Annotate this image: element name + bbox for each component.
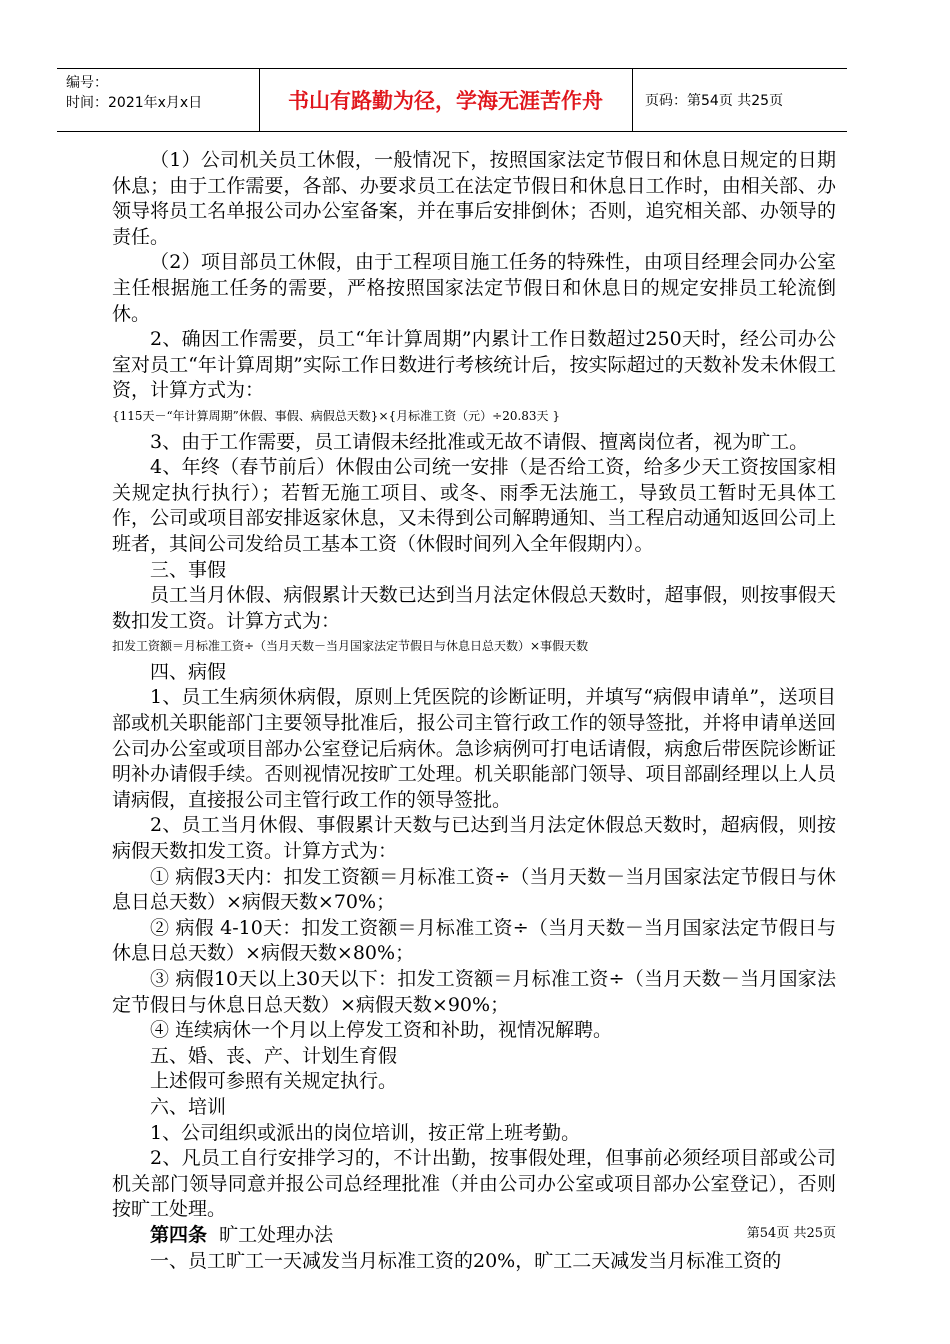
paragraph: 2、确因工作需要，员工“年计算周期”内累计工作日数超过250天时，经公司办公室对员工“年计算周期”实际工作日数进行考核统计后，按实际超过的天数补发未休假工资，计算方式为： (112, 328, 836, 402)
section-heading: 五、婚、丧、产、计划生育假 (150, 1044, 398, 1067)
paragraph: 1、员工生病须休病假，原则上凭医院的诊断证明，并填写“病假申请单”，送项目部或机关职能部门主要领导批准后，报公司主管行政工作的领导签批，并将申请单送回公司办公室或项目部办公室登记后病休。急诊病例可打电话请假，病愈后带医院诊断证明补办请假手续。否则视情况按旷工处理。机关职能部门领导、项目部副经理以上人员请病假，直接报公司主管行政工作的领导签批。 (112, 686, 836, 811)
paragraph: 4、年终（春节前后）休假由公司统一安排（是否给工资，给多少天工资按国家相关规定执行执行）；若暂无施工项目、或冬、雨季无法施工，导致员工暂时无具体工作，公司或项目部安排返家休息，又未得到公司解聘通知、当工程启动通知返回公司上班者，其间公司发给员工基本工资（休假时间列入全年假期内）。 (112, 456, 836, 555)
paragraph: 员工当月休假、病假累计天数已达到当月法定休假总天数时，超事假，则按事假天数扣发工资。计算方式为： (112, 584, 836, 632)
paragraph: （1）公司机关员工休假，一般情况下，按照国家法定节假日和休息日规定的日期休息；由于工作需要，各部、办要求员工在法定节假日和休息日工作时，由相关部、办领导将员工名单报公司办公室备案，并在事后安排倒休；否则，追究相关部、办领导的责任。 (112, 149, 836, 248)
header-page-number: 页码：第54页 共25页 (645, 93, 784, 109)
paragraph: 2、凡员工自行安排学习的，不计出勤，按事假处理，但事前必须经项目部或公司机关部门领导同意并报公司总经理批准（并由公司办公室或项目部办公室登记），否则按旷工处理。 (112, 1147, 836, 1221)
list-item: ① 病假3天内：扣发工资额＝月标准工资÷（当月天数－当月国家法定节假日与休息日总天数）×病假天数×70%； (112, 865, 836, 914)
document-body (112, 148, 836, 1274)
list-item: ④ 连续病休一个月以上停发工资和补助，视情况解聘。 (150, 1019, 613, 1042)
header-meta (66, 73, 202, 113)
section-heading: 三、事假 (150, 558, 227, 581)
formula-personal-leave: 扣发工资额＝月标准工资÷（当月天数－当月国家法定节假日与休息日总天数）×事假天数 (112, 639, 589, 654)
paragraph: （2）项目部员工休假，由于工程项目施工任务的特殊性，由项目经理会同办公室主任根据施工任务的需要，严格按照国家法定节假日和休息日的规定安排员工轮流倒休。 (112, 251, 836, 325)
paragraph: 1、公司组织或派出的岗位培训，按正常上班考勤。 (150, 1121, 581, 1144)
paragraph: 2、员工当月休假、事假累计天数与已达到当月法定休假总天数时，超病假，则按病假天数扣发工资。计算方式为： (112, 814, 836, 863)
list-item: ② 病假 4-10天：扣发工资额＝月标准工资÷（当月天数－当月国家法定节假日与休息日总天数）×病假天数×80%； (112, 916, 836, 965)
paragraph: 上述假可参照有关规定执行。 (150, 1070, 398, 1093)
time-label: 时间：2021年x月x日 (66, 95, 203, 111)
section-heading: 六、培训 (150, 1095, 227, 1118)
header-divider (632, 69, 633, 131)
article-title: 旷工处理办法 (219, 1223, 334, 1246)
number-label: 编号： (66, 75, 108, 91)
page-header (57, 68, 847, 132)
header-motto: 书山有路勤为径，学海无涯苦作舟 (288, 89, 603, 113)
paragraph: 3、由于工作需要，员工请假未经批准或无故不请假、擅离岗位者，视为旷工。 (150, 430, 809, 453)
page-footer: 第54页 共25页 (746, 1226, 836, 1241)
article-label: 第四条 (150, 1223, 208, 1246)
section-heading: 四、病假 (150, 660, 227, 683)
formula-unused-leave: {115天－“年计算周期”休假、事假、病假总天数}×{月标准工资（元）÷20.83天 } (112, 408, 560, 423)
article-heading (112, 1223, 836, 1249)
paragraph: 一、员工旷工一天减发当月标准工资的20%，旷工二天减发当月标准工资的 (150, 1249, 782, 1272)
list-item: ③ 病假10天以上30天以下：扣发工资额＝月标准工资÷（当月天数－当月国家法定节假日与休息日总天数）×病假天数×90%； (112, 968, 836, 1016)
